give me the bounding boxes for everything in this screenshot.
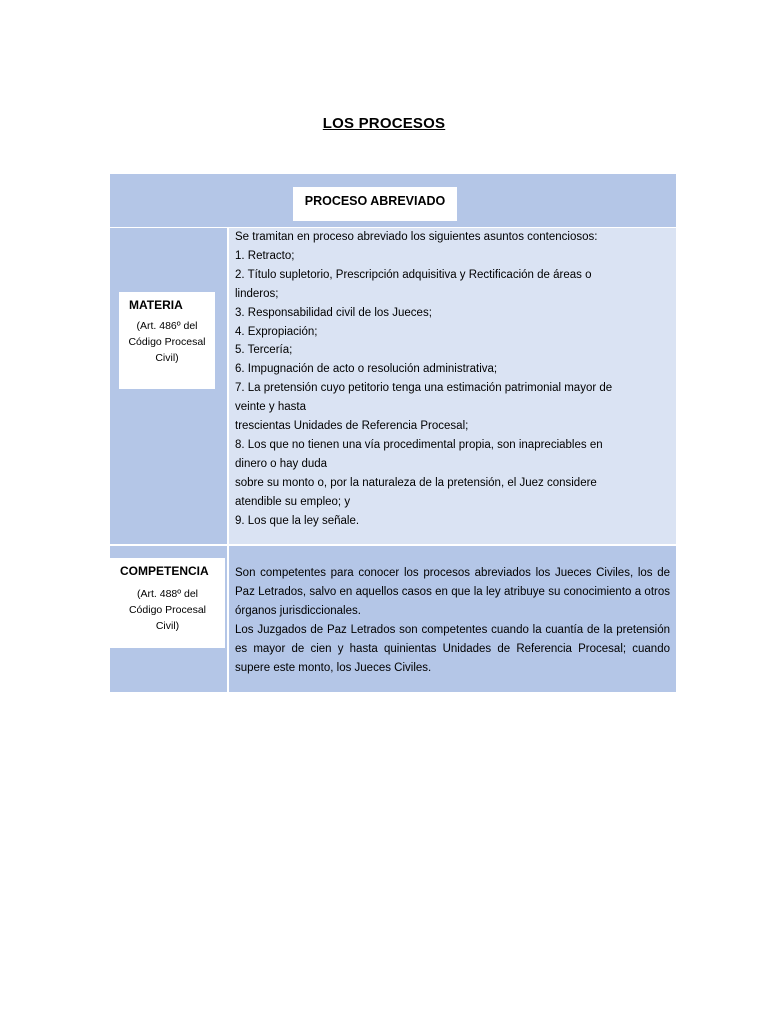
materia-label: MATERIA [129, 298, 183, 312]
materia-line: 2. Título supletorio, Prescripción adquisitiva y Rectificación de áreas o [235, 268, 592, 281]
materia-list [235, 228, 671, 531]
table-header-row [110, 174, 676, 227]
materia-line: Se tramitan en proceso abreviado los siguientes asuntos contenciosos: [235, 231, 598, 243]
materia-line: 8. Los que no tienen una vía procedimental propia, son inapreciables en [235, 438, 603, 451]
page-title: LOS PROCESOS [322, 115, 446, 132]
materia-line: 7. La pretensión cuyo petitorio tenga una estimación patrimonial mayor de [235, 382, 613, 395]
materia-line: trescientas Unidades de Referencia Procesal; [235, 420, 469, 433]
competencia-label-box [110, 558, 225, 648]
competencia-paragraph: Los Juzgados de Paz Letrados son competentes cuando la cuantía de la pretensión es mayor de cien y hasta quinientas Unidades de Referencia Procesal; cuando supere este monto, los Jueces Civiles. [235, 624, 670, 674]
materia-line: sobre su monto o, por la naturaleza de la pretensión, el Juez considere [235, 476, 597, 489]
proceso-table [110, 174, 676, 692]
materia-line: 9. Los que la ley señale. [235, 514, 360, 527]
competencia-reference: (Art. 488º del Código Procesal Civil) [128, 588, 207, 632]
competencia-paragraph: Son competentes para conocer los procesos abreviados los Jueces Civiles, los de Paz Letrados, salvo en aquellos casos en que la ley atribuye su conocimiento a otros órganos jurisdiccionales. [235, 567, 670, 617]
materia-line: 5. Tercería; [235, 344, 293, 357]
materia-line: dinero o hay duda [235, 457, 328, 470]
materia-line: 4. Expropiación; [235, 325, 318, 338]
materia-label-box [119, 292, 215, 389]
materia-content-cell [229, 228, 676, 544]
materia-line: atendible su empleo; y [235, 495, 351, 508]
materia-reference: (Art. 486º del Código Procesal Civil) [128, 320, 206, 364]
materia-line: 1. Retracto; [235, 249, 295, 262]
competencia-label-cell [110, 546, 227, 692]
table-header-title: PROCESO ABREVIADO [293, 187, 457, 221]
materia-line: 6. Impugnación de acto o resolución administrativa; [235, 363, 498, 376]
competencia-content-cell [229, 546, 676, 692]
materia-line: veinte y hasta [235, 401, 306, 414]
materia-line: 3. Responsabilidad civil de los Jueces; [235, 306, 432, 319]
materia-line: linderos; [235, 287, 279, 300]
materia-row [110, 228, 676, 544]
competencia-label: COMPETENCIA [120, 564, 209, 578]
materia-label-cell [110, 228, 227, 544]
competencia-text [235, 564, 670, 678]
competencia-row [110, 546, 676, 692]
